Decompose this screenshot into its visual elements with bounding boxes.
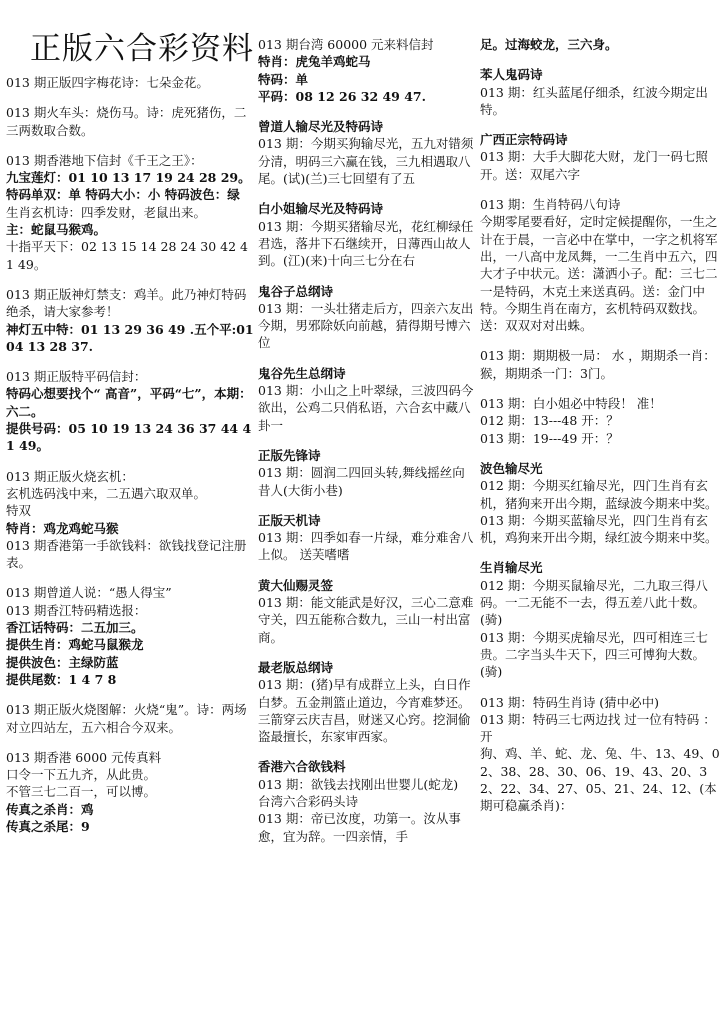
text-line: 提供生肖：鸡蛇马鼠猴龙 (6, 637, 144, 653)
text-line: 苯人鬼码诗 (480, 67, 543, 83)
text-block (258, 577, 476, 646)
text-line: 波色输尽光 (480, 460, 543, 476)
text-line: 不管三七二百一，可以博。 (6, 784, 157, 800)
text-block (6, 74, 254, 91)
column-middle (258, 0, 476, 1024)
text-line: 013 期：四季如春一片绿，难分难舍八上似。 送芙嗜嗜 (258, 530, 474, 563)
text-line: 012 期：今期买红输尽光，四门生肖有玄机，猪狗来开出今期，蓝绿波今期来中奖。 (480, 478, 718, 511)
text-line: 013 期香港地下信封《千王之王》： (6, 152, 203, 168)
text-line: 提供波色：主绿防蓝 (6, 654, 119, 670)
text-block (6, 152, 254, 273)
text-block (480, 196, 720, 334)
text-line: 013 期：白小姐必中特段！ 准！ (480, 396, 662, 412)
text-line: 生肖输尽光 (480, 560, 543, 576)
text-block (480, 36, 720, 53)
text-line: 今期零尾要看好，定时定候提醒你，一生之计在于晨，一言必中在掌中，一字之机将军出，一八高中龙凤舞，一二生肖中五六，四大才子中状元。送：潇洒小子。配：三七二一是特码，木克土来送真码。送：金门中特。今期生肖在南方，玄机特码双数找。送：双双对对出蛛。 (480, 214, 718, 334)
text-line: 013 期：今期买虎输尽光，四可相连三七贵。二字当头牛天下，四三可博狗大数。(骑) (480, 629, 708, 680)
text-block (6, 584, 254, 688)
text-line: 013 期香江特码精选报： (6, 602, 147, 618)
text-block (258, 283, 476, 352)
text-line: 最老版总纲诗 (258, 659, 334, 675)
text-line: 013 期：小山之上叶翠绿，三波四码今欲出，公鸡二只俏私语，六合玄中藏八卦一 (258, 383, 474, 433)
text-line: 013 期：19---49 开：？ (480, 430, 619, 446)
text-line: 香江话特码：二五加三。 (6, 620, 144, 636)
text-line: 013 期：今期买狗输尽光，五九对错须分清，明码三六赢在钱，三九相遇取八尾。(试)(兰)三七回望有了五 (258, 136, 474, 187)
text-line: 013 期：生肖特码八句诗 (480, 197, 621, 213)
text-block (258, 365, 476, 434)
text-line: 香港六合欲钱料 (258, 759, 346, 775)
text-line: 013 期：大手大脚花大财，龙门一码七照开。送：双尾六字 (480, 149, 708, 182)
text-block (6, 368, 254, 454)
text-block (6, 286, 258, 355)
text-line: 正版天机诗 (258, 512, 321, 528)
text-line: 013 期：帝已汝度，功第一。汝从事愈，宜为辞。一四亲情，手 (258, 811, 461, 844)
text-line: 013 期：圆润二四回头转,舞线摇丝向昔人(大街小巷) (258, 465, 465, 498)
text-line: 013 期：能文能武是好汉，三心二意难守关，四五能称合数九，三山一村出富商。 (258, 595, 474, 645)
text-line: 特肖：鸡龙鸡蛇马猴 (6, 520, 119, 536)
text-line: 神灯五中特：01 13 29 36 49 .五个平:01 04 13 28 37. (6, 321, 258, 354)
text-line: 013 期：今期买猪输尽光，花红柳绿任君选，落井下石继续开，日薄西山故人到。(江)(来)十向三七分在右 (258, 218, 474, 269)
text-block (258, 36, 476, 105)
text-line: 013 期：特码生肖诗 (猜中必中) (480, 694, 660, 710)
column-left (6, 0, 258, 1024)
text-line: 013 期正版火烧玄机： (6, 468, 134, 484)
text-block (258, 447, 476, 499)
text-line: 传真之杀肖：鸡 (6, 801, 94, 817)
text-line: 特肖：虎兔羊鸡蛇马 (258, 54, 371, 70)
text-line: 013 期：特码三七两边找 过一位有特码 ：开 (480, 711, 716, 745)
text-line: 特码：单 (258, 71, 309, 87)
text-line: 足。过海蛟龙，三六身。 (480, 37, 618, 52)
text-line: 平码：08 12 26 32 49 47. (258, 88, 426, 104)
text-line: 九宝莲灯：01 10 13 17 19 24 28 29。 (6, 170, 251, 186)
text-line: 013 期香港第一手欲钱料：欲钱找登记注册表。 (6, 537, 247, 571)
text-line: 鬼谷子总纲诗 (258, 283, 334, 299)
text-line: 玄机选码浅中来，二五遇六取双单。 (6, 485, 207, 501)
text-line: 口令一下五九齐，从此贵。 (6, 767, 157, 783)
text-line: 013 期：一头壮猪走后方，四亲六友出今期，男邪除妖向前越，猜得期号博六位 (258, 300, 474, 351)
text-block (6, 468, 254, 572)
text-block (6, 701, 254, 736)
column-right (480, 0, 720, 1024)
text-line: 013 期正版四字梅花诗：七朵金花。 (6, 75, 209, 90)
text-line: 013 期：期期极一局： 水 ，期期杀一肖：猴，期期杀一门：3门。 (480, 348, 716, 381)
text-line: 提供号码：05 10 19 13 24 36 37 44 41 49。 (6, 421, 252, 454)
text-line: 主：蛇鼠马猴鸡。 (6, 222, 107, 238)
text-line: 白小姐输尽光及特码诗 (258, 201, 384, 217)
text-line: 正版先锋诗 (258, 447, 321, 463)
text-block (480, 395, 720, 447)
text-block (480, 66, 720, 118)
text-line: 012 期：今期买鼠输尽光，二九取三得八码。一二无能不一去，得五差八此十数。(骑) (480, 577, 708, 628)
text-line: 013 期：(猪)早有成群立上头，白日作白梦。五金荆篮止道边，今宵难梦还。三箭穿云庆吉昌，财迷又心窍。挖洞偷盗最擅长，东家审西家。 (258, 677, 471, 745)
text-line: 狗、鸡、羊、蛇、龙、兔、牛、13、49、02、38、28、30、06、19、43、20、32、22、34、27、05、21、24、12、(本期可稳赢杀肖)： (480, 746, 720, 814)
text-block (258, 659, 476, 745)
text-line: 十指平天下：02 13 15 14 28 24 30 42 41 49。 (6, 239, 248, 272)
text-block (6, 104, 254, 139)
text-line: 鬼谷先生总纲诗 (258, 365, 346, 381)
text-line: 特码单双：单 特码大小：小 特码波色：绿 (6, 187, 240, 203)
text-line: 013 期：红头蓝尾仔细杀，红波今期定出特。 (480, 84, 708, 117)
text-block (480, 347, 720, 382)
text-line: 013 期香港 6000 元传真料 (6, 749, 162, 765)
text-line: 013 期：欲钱去找刚出世婴儿(蛇龙) (258, 776, 459, 792)
text-block (258, 200, 476, 269)
text-block (6, 749, 254, 835)
text-line: 013 期正版火烧图解：火烧“鬼”。诗：两场对立四站左，五六相合今双来。 (6, 702, 247, 735)
text-line: 013 期正版特平码信封： (6, 369, 147, 385)
text-line: 提供尾数：1 4 7 8 (6, 671, 117, 687)
page-title: 正版六合彩资料 (30, 31, 254, 67)
text-block (258, 118, 476, 187)
text-block (258, 758, 476, 844)
text-line: 013 期台湾 60000 元来料信封 (258, 37, 434, 52)
text-line: 012 期：13---48 开：？ (480, 413, 619, 429)
text-block (480, 460, 720, 546)
right-column-blocks (480, 36, 720, 815)
text-line: 曾道人输尽光及特码诗 (258, 119, 384, 135)
text-block (480, 694, 720, 815)
text-line: 广西正宗特码诗 (480, 132, 568, 148)
text-block (258, 512, 476, 564)
text-line: 特双 (6, 503, 32, 519)
text-line: 台湾六合彩码头诗 (258, 793, 359, 809)
text-line: 生肖玄机诗：四季发财，老鼠出来。 (6, 204, 207, 220)
text-block (480, 559, 720, 680)
middle-column-blocks (258, 36, 476, 845)
text-line: 013 期正版神灯禁支：鸡羊。此乃神灯特码绝杀，请大家参考！ (6, 286, 247, 320)
text-line: 013 期曾道人说：“愚人得宝” (6, 585, 172, 601)
left-column-blocks (6, 74, 258, 835)
text-line: 013 期：今期买蓝输尽光，四门生肖有玄机，鸡狗来开出今期，绿红波今期来中奖。 (480, 512, 718, 546)
text-line: 013 期火车头：烧伤马。诗：虎死猪伤，二三两数取合数。 (6, 105, 247, 138)
text-line: 特码心想要找个“ 高音”，平码“七”，本期：六二。 (6, 386, 252, 419)
text-line: 黄大仙赐灵签 (258, 577, 334, 593)
text-line: 传真之杀尾：9 (6, 818, 90, 834)
text-block (480, 131, 720, 183)
